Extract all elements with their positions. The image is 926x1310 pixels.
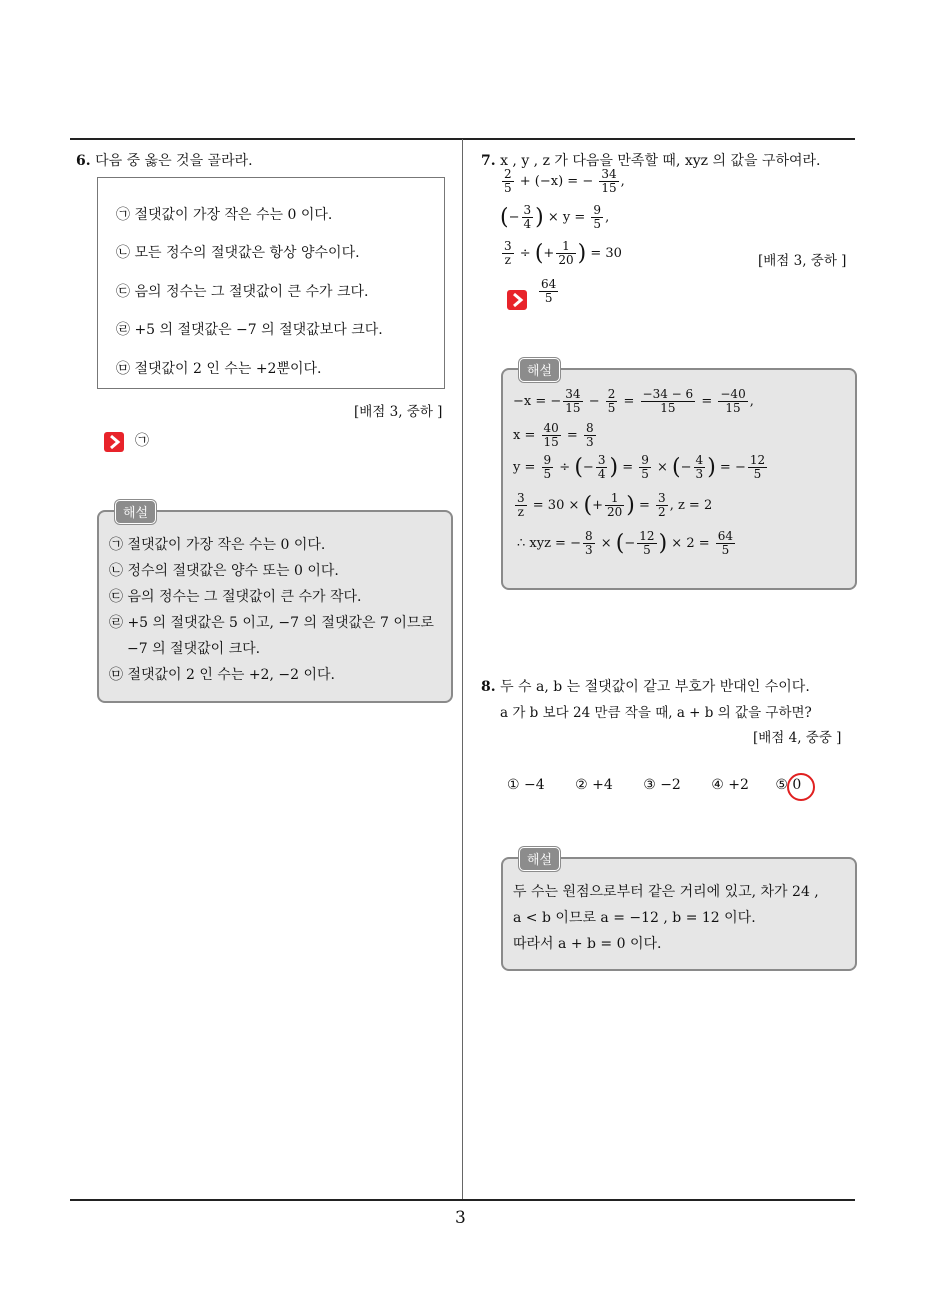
q6-solution-line: ㉠ 절댓값이 가장 작은 수는 0 이다. xyxy=(109,537,326,553)
q7-solution-line: $\frac{3}{z}$ = 30 × (+ $\frac{1}{20}$ ) = $\frac{3}{2}$ , z = 2 xyxy=(517,491,713,519)
q7-number: 7. xyxy=(481,153,496,169)
q7-prompt: x , y , z 가 다음을 만족할 때, xyz 의 값을 구하여라. xyxy=(500,153,821,169)
choice-3[interactable]: ③ −2 xyxy=(643,777,681,793)
fraction: $\frac{3}{z}$ xyxy=(504,239,512,267)
fraction: $\frac{64}{5}$ xyxy=(541,277,557,305)
q8-solution-line: 두 수는 원점으로부터 같은 거리에 있고, 차가 24 , xyxy=(513,884,819,900)
choice-5[interactable]: ⑤ 0 xyxy=(775,777,802,793)
q7-condition-1: $\frac{2}{5}$ + (−x) = − $\frac{34}{15}$ , xyxy=(504,167,625,195)
solution-label: 해설 xyxy=(519,358,560,382)
q6-number: 6. xyxy=(76,153,91,169)
q7-solution-line: ∴ xyz = − $\frac{8}{3}$ × (− $\frac{12}{5}$ ) × 2 = $\frac{64}{5}$ xyxy=(517,529,734,557)
q8-header xyxy=(481,676,810,696)
q8-solution-line: 따라서 a + b = 0 이다. xyxy=(513,936,662,952)
q8-solution-box xyxy=(501,853,857,971)
selected-answer-circle-icon xyxy=(787,773,815,801)
q6-statements-box xyxy=(97,177,445,389)
q8-number: 8. xyxy=(481,679,496,695)
fraction: $\frac{34}{15}$ xyxy=(601,167,617,195)
choice-1[interactable]: ① −4 xyxy=(507,777,545,793)
q7-answer xyxy=(537,278,560,305)
bottom-rule xyxy=(70,1199,855,1201)
choice-4[interactable]: ④ +2 xyxy=(711,777,749,793)
q6-statement: ㉢ 음의 정수는 그 절댓값이 큰 수가 크다. xyxy=(116,284,369,300)
choice-2[interactable]: ② +4 xyxy=(575,777,613,793)
q7-solution-box xyxy=(501,364,857,590)
q6-prompt: 다음 중 옳은 것을 골라라. xyxy=(95,153,253,169)
q8-solution-line: a < b 이므로 a = −12 , b = 12 이다. xyxy=(513,910,756,926)
q7-condition-3: $\frac{3}{z}$ ÷ (+ $\frac{1}{20}$ ) = 30 xyxy=(504,239,622,267)
q6-statement: ㉤ 절댓값이 2 인 수는 +2뿐이다. xyxy=(116,361,322,377)
q6-solution-line: ㉤ 절댓값이 2 인 수는 +2, −2 이다. xyxy=(109,667,335,683)
q8-choices xyxy=(507,777,801,793)
q6-statement: ㉣ +5 의 절댓값은 −7 의 절댓값보다 크다. xyxy=(116,322,383,338)
q6-statement: ㉡ 모든 정수의 절댓값은 항상 양수이다. xyxy=(116,245,360,261)
q7-solution-line: x = $\frac{40}{15}$ = $\frac{8}{3}$ xyxy=(513,421,594,449)
q6-solution-box xyxy=(97,506,453,703)
q6-answer: ㉠ xyxy=(135,433,149,449)
q8-line1: 두 수 a, b 는 절댓값이 같고 부호가 반대인 수이다. xyxy=(500,679,810,695)
q6-solution-line: ㉣ +5 의 절댓값은 5 이고, −7 의 절댓값은 7 이므로 xyxy=(109,615,434,631)
q8-score: [배점 4, 중중 ] xyxy=(753,730,842,746)
solution-label: 해설 xyxy=(115,500,156,524)
q7-header xyxy=(481,150,821,170)
q7-condition-2: (− $\frac{3}{4}$ ) × y = $\frac{9}{5}$ , xyxy=(500,203,610,231)
q6-solution-line: ㉡ 정수의 절댓값은 양수 또는 0 이다. xyxy=(109,563,339,579)
q6-solution-line: ㉢ 음의 정수는 그 절댓값이 큰 수가 작다. xyxy=(109,589,362,605)
q7-solution-line: y = $\frac{9}{5}$ ÷ (− $\frac{3}{4}$ ) = $\frac{9}{5}$ × (− $\frac{4}{3}$ ) = − $\frac{12}{5}$ xyxy=(513,453,766,481)
fraction: $\frac{9}{5}$ xyxy=(593,203,602,231)
fraction: $\frac{3}{4}$ xyxy=(523,203,532,231)
q6-score: [배점 3, 중하 ] xyxy=(354,404,443,420)
fraction: $\frac{2}{5}$ xyxy=(504,167,512,195)
answer-arrow-icon xyxy=(104,432,124,452)
q8-line2: a 가 b 보다 24 만큼 작을 때, a + b 의 값을 구하면? xyxy=(500,705,812,721)
solution-label: 해설 xyxy=(519,847,560,871)
q7-solution-line: −x = − $\frac{34}{15}$ − $\frac{2}{5}$ = $\frac{-34 - 6}{15}$ = $\frac{-40}{15}$ , xyxy=(513,387,754,415)
q7-score: [배점 3, 중하 ] xyxy=(758,253,847,269)
answer-arrow-icon xyxy=(507,290,527,310)
q6-header xyxy=(76,150,253,170)
column-divider xyxy=(462,139,463,1201)
q6-solution-line: −7 의 절댓값이 크다. xyxy=(127,641,261,657)
fraction: $\frac{1}{20}$ xyxy=(558,239,574,267)
page-number: 3 xyxy=(455,1208,466,1228)
q6-statement: ㉠ 절댓값이 가장 작은 수는 0 이다. xyxy=(116,207,333,223)
